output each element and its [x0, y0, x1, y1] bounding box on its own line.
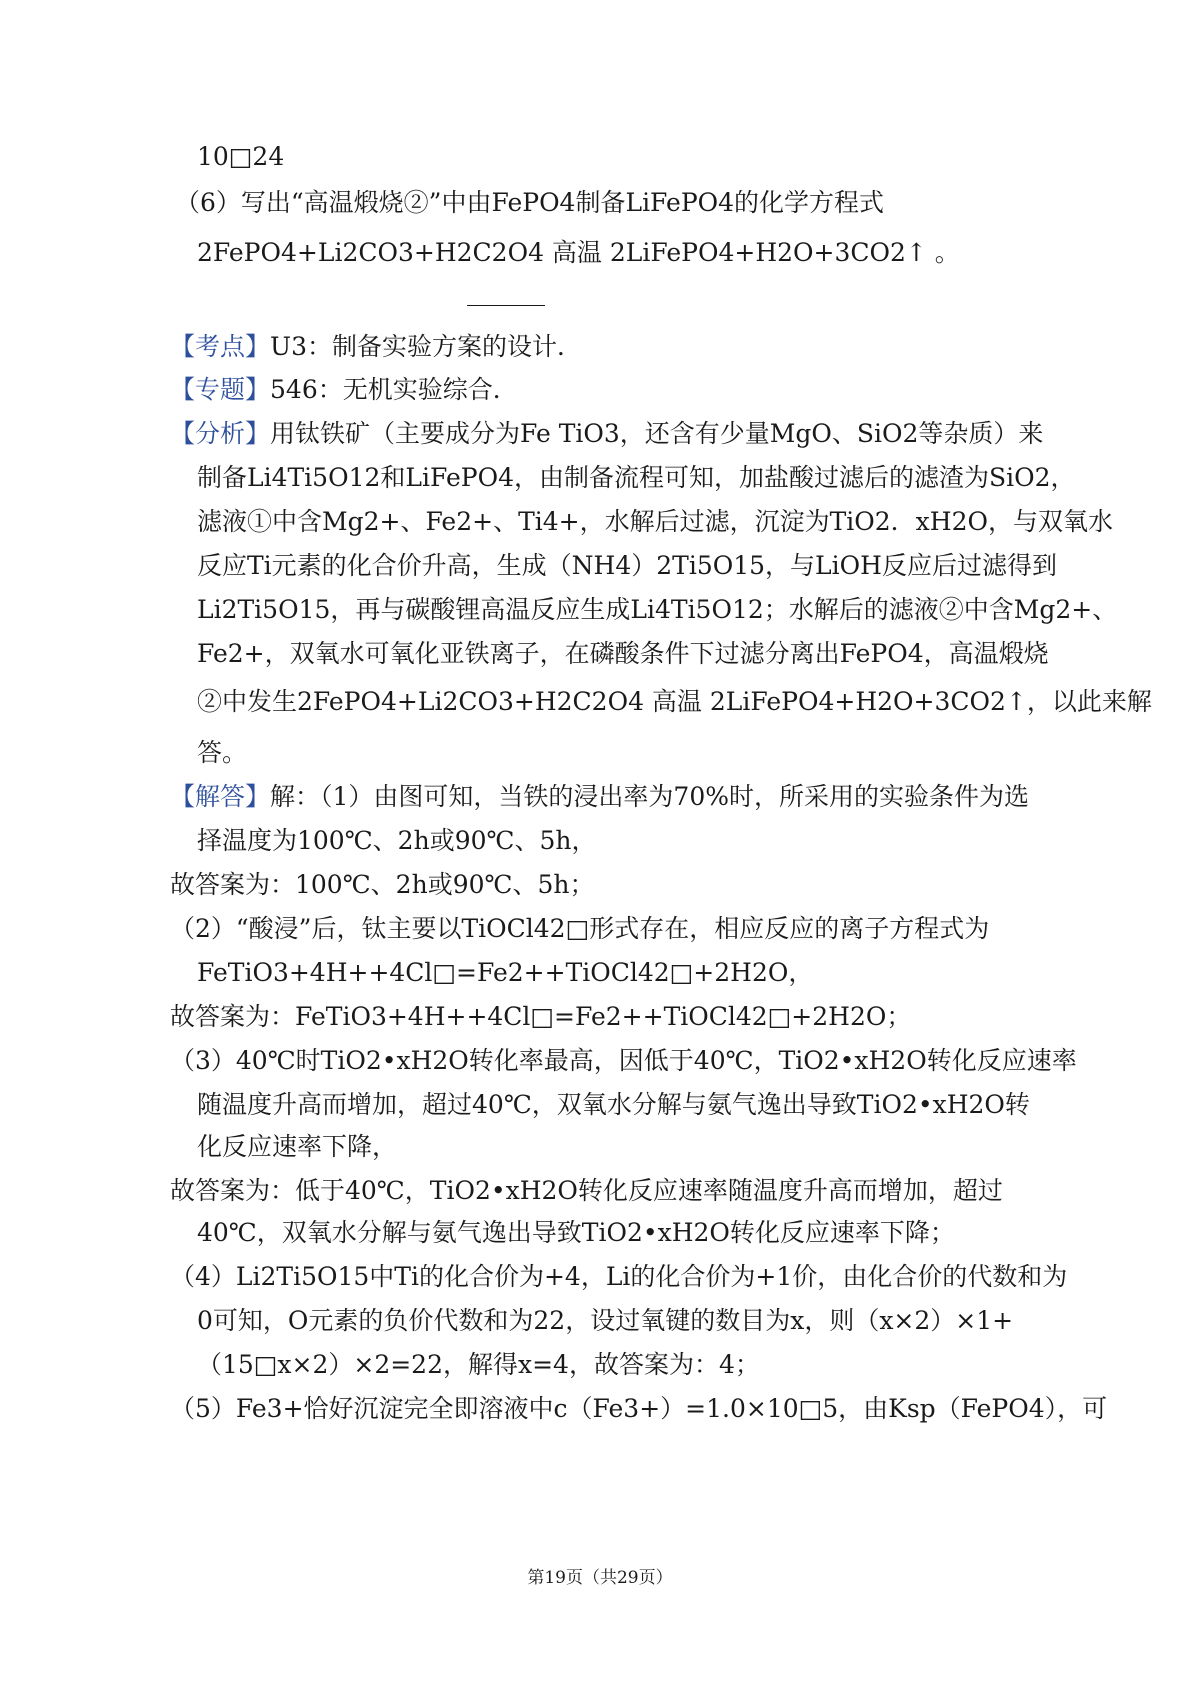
kaodian-text: U3：制备实验方案的设计．: [270, 332, 582, 361]
analysis-text: 反应Ti元素的化合价升高，生成（NH4）2Ti5O15，与LiOH反应后过滤得到: [197, 551, 1057, 580]
solution-text: （5）Fe3+恰好沉淀完全即溶液中c（Fe3+）=1.0×10□5，由Ksp（FePO4），可: [170, 1394, 1108, 1423]
section-tag-zhuanti: 【专题】: [170, 375, 271, 404]
question-text: （6）写出“高温煅烧②”中由FePO4制备LiFePO4的化学方程式: [175, 188, 885, 217]
solution-text: （2）“酸浸”后，钛主要以TiOCl42□形式存在，相应反应的离子方程式为: [170, 914, 990, 943]
q4-line-3: [197, 1348, 760, 1382]
section-tag-jieda: 【解答】: [170, 782, 271, 811]
solution-text: 解：（1）由图可知，当铁的浸出率为70%时，所采用的实验条件为选: [270, 782, 1029, 811]
question-6-answer: [197, 236, 960, 270]
answer-text: 故答案为：FeTiO3+4H++4Cl□=Fe2++TiOCl42□+2H2O；: [170, 1002, 912, 1031]
jieda-line-1: [170, 780, 1029, 814]
solution-text: （4）Li2Ti5O15中Ti的化合价为+4，Li的化合价为+1价，由化合价的代数和为: [170, 1262, 1068, 1291]
solution-text: 随温度升高而增加，超过40℃，双氧水分解与氨气逸出导致TiO2•xH2O转: [197, 1090, 1030, 1119]
fenxi-line-7: [197, 685, 1152, 719]
analysis-text: Fe2+，双氧水可氧化亚铁离子，在磷酸条件下过滤分离出FePO4，高温煅烧: [197, 639, 1049, 668]
analysis-text: Li2Ti5O15，再与碳酸锂高温反应生成Li4Ti5O12；水解后的滤液②中含Mg2+、: [197, 595, 1118, 624]
answer-blank-underline: [467, 305, 545, 306]
answer-text: 故答案为：100℃、2h或90℃、5h；: [170, 870, 595, 899]
answer-2: [170, 1000, 911, 1034]
fenxi-line-8: [197, 736, 247, 770]
jieda-line-2: [197, 824, 596, 858]
zhuanti-line: [170, 373, 518, 407]
answer-1: [170, 868, 594, 902]
section-tag-kaodian: 【考点】: [170, 332, 271, 361]
analysis-text: ②中发生2FePO4+Li2CO3+H2C2O4 高温 2LiFePO4+H2O+3CO2↑，以此来解: [197, 687, 1152, 716]
answer-3-line-1: [170, 1174, 1003, 1208]
equation-text: 2FePO4+Li2CO3+H2C2O4 高温 2LiFePO4+H2O+3CO2↑ 。: [197, 238, 960, 267]
fenxi-line-1: [170, 417, 1043, 451]
solution-text: （15□x×2）×2=22，解得x=4，故答案为：4；: [197, 1350, 760, 1379]
q2-line-2: [197, 956, 813, 990]
zhuanti-text: 546：无机实验综合．: [270, 375, 518, 404]
analysis-text: 滤液①中含Mg2+、Fe2+、Ti4+，水解后过滤，沉淀为TiO2．xH2O，与双氧水: [197, 507, 1113, 536]
q5-line-1: [170, 1392, 1107, 1426]
page-footer: [0, 1563, 1200, 1588]
text-line: [197, 140, 284, 174]
fenxi-line-5: [197, 593, 1117, 627]
equation-text: FeTiO3+4H++4Cl□=Fe2++TiOCl42□+2H2O，: [197, 958, 814, 987]
solution-text: （3）40℃时TiO2•xH2O转化率最高，因低于40℃，TiO2•xH2O转化反应速率: [170, 1046, 1077, 1075]
analysis-text: 答。: [197, 738, 248, 767]
section-tag-fenxi: 【分析】: [170, 419, 271, 448]
page-number: 第19页（共29页）: [527, 1568, 673, 1588]
question-6-prompt: [175, 186, 940, 220]
q3-line-2: [197, 1088, 1030, 1122]
q4-line-1: [170, 1260, 1067, 1294]
formula-text: 10□24: [197, 142, 285, 171]
solution-text: 0可知，O元素的负价代数和为22，设过氧键的数目为x，则（x×2）×1+: [197, 1306, 1014, 1335]
q4-line-2: [197, 1304, 1013, 1338]
q2-line-1: [170, 912, 989, 946]
fenxi-line-4: [197, 549, 1057, 583]
analysis-text: 用钛铁矿（主要成分为Fe TiO3，还含有少量MgO、SiO2等杂质）来: [270, 419, 1044, 448]
answer-text: 40℃，双氧水分解与氨气逸出导致TiO2•xH2O转化反应速率下降；: [197, 1218, 955, 1247]
fenxi-line-6: [197, 637, 1049, 671]
fenxi-line-3: [197, 505, 1113, 539]
analysis-text: 制备Li4Ti5O12和LiFePO4，由制备流程可知，加盐酸过滤后的滤渣为SiO2，: [197, 463, 1076, 492]
solution-text: 择温度为100℃、2h或90℃、5h，: [197, 826, 597, 855]
answer-text: 故答案为：低于40℃，TiO2•xH2O转化反应速率随温度升高而增加，超过: [170, 1176, 1003, 1205]
solution-text: 化反应速率下降，: [197, 1132, 398, 1161]
answer-3-line-2: [197, 1216, 955, 1250]
q3-line-1: [170, 1044, 1077, 1078]
q3-line-3: [197, 1130, 397, 1164]
kaodian-line: [170, 330, 582, 364]
fenxi-line-2: [197, 461, 1076, 495]
